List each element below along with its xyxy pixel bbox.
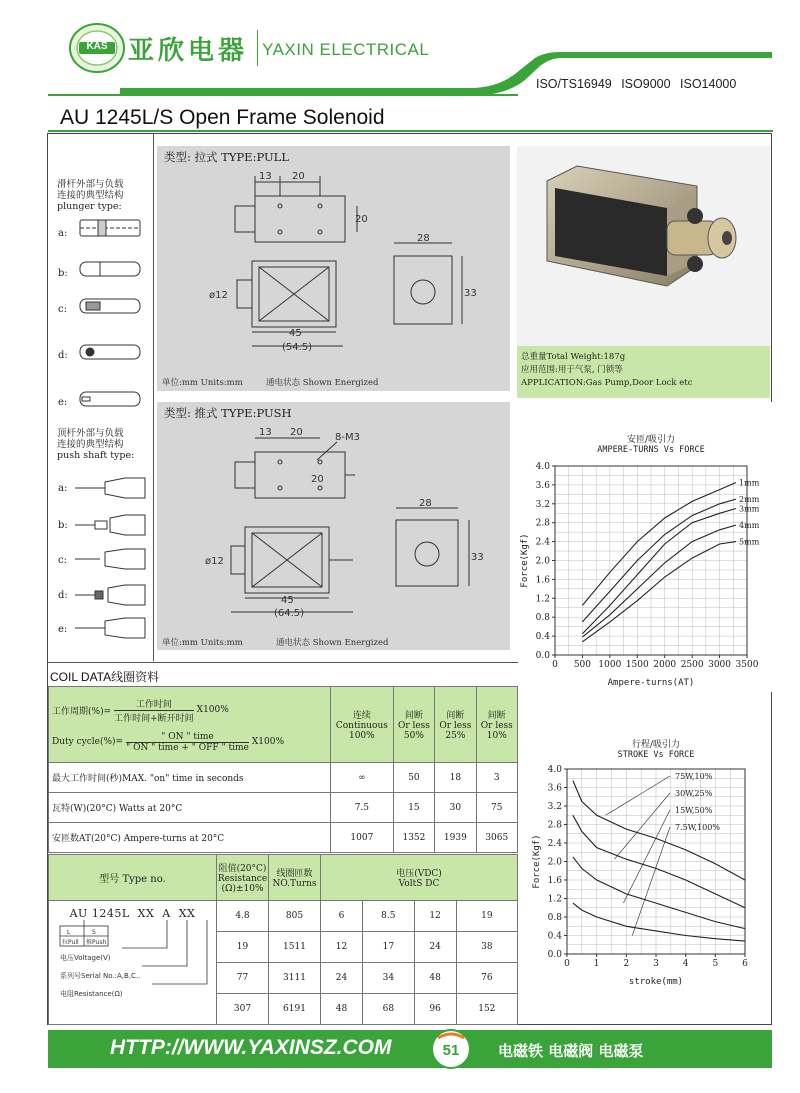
x-tick-label: 1 (593, 959, 600, 969)
y-tick-label: 3.6 (547, 783, 562, 794)
pull-dim-12: ø12 (209, 290, 228, 301)
y-tick-label: 1.2 (547, 894, 562, 905)
row-label: 瓦特(W)(20°C) Watts at 20°C (49, 793, 331, 823)
model-key-push: 推Push (86, 939, 107, 946)
push-dim-13: 13 (259, 427, 272, 438)
row-label: 安匝数AT(20°C) Ampere-turns at 20°C (49, 823, 331, 853)
y-tick-label: 4.0 (535, 462, 550, 472)
pull-footer-units: 单位:mm Units:mm (162, 378, 243, 388)
push-dim-20: 20 (290, 427, 303, 438)
res-head: 阻值(20°C) (218, 864, 267, 874)
y-tick-label: 4.0 (547, 765, 562, 775)
x-tick-label: 6 (742, 959, 748, 969)
logo-text: KAS (86, 41, 108, 52)
spec-application-en: APPLICATION:Gas Pump,Door Lock etc (521, 378, 693, 388)
push-panel-title: 类型: 推式 TYPE:PUSH (164, 406, 292, 420)
series-label: 4mm (739, 521, 760, 531)
x-axis-label: stroke(mm) (628, 977, 684, 987)
cell: 1352 (393, 823, 434, 853)
product-photo (517, 146, 770, 346)
cell: 805 (269, 901, 321, 932)
col-header-continuous (331, 687, 394, 763)
chart-stroke-vs-force (520, 735, 772, 997)
plunger-label-a: a: (58, 228, 68, 239)
cell: 1511 (269, 932, 321, 963)
cell: 152 (456, 994, 517, 1025)
table-row (49, 793, 518, 823)
table-row (49, 763, 518, 793)
x-tick-label: 3 (653, 959, 659, 969)
x-tick-label: 3500 (735, 660, 759, 670)
page-title: AU 1245L/S Open Frame Solenoid (60, 106, 385, 129)
y-tick-label: 1.2 (535, 594, 550, 605)
cell: 48 (414, 963, 456, 994)
chart-ampere-turns-vs-force (520, 402, 772, 692)
cell: 30 (435, 793, 476, 823)
turns-header (269, 855, 321, 901)
series-label: 2mm (739, 495, 760, 505)
y-tick-label: 3.2 (535, 499, 550, 510)
x-tick-label: 2 (623, 959, 630, 969)
series-label: 3mm (739, 504, 760, 514)
model-key-s: S (92, 929, 96, 936)
cell: ∞ (331, 763, 394, 793)
pull-dim-28: 28 (417, 233, 430, 244)
footer-url-link[interactable]: HTTP://WWW.YAXINSZ.COM (110, 1036, 392, 1059)
pull-dim-20: 20 (292, 171, 305, 182)
y-tick-label: 0.8 (547, 913, 562, 923)
push-label-c: c: (58, 555, 67, 566)
chart-subtitle: AMPERE-TURNS Vs FORCE (597, 445, 705, 455)
model-key-pull: 拉Pull (62, 939, 79, 946)
x-tick-label: 0 (552, 660, 558, 670)
left-column-divider (153, 133, 154, 661)
push-shaft-heading (57, 428, 134, 461)
cell: 24 (414, 932, 456, 963)
series-label-leader (632, 827, 670, 936)
cell: 18 (435, 763, 476, 793)
series-label: 75W,10% (675, 772, 713, 781)
cell: 75 (476, 793, 517, 823)
cell: 7.5 (331, 793, 394, 823)
y-tick-label: 2.4 (535, 537, 550, 548)
pull-dim-54: (54.5) (282, 342, 313, 353)
brand-name-en: YAXIN ELECTRICAL (262, 40, 430, 59)
series-label: 30W,25% (675, 789, 713, 798)
y-tick-label: 3.2 (547, 802, 562, 812)
model-note-serial: 系列号Serial No.:A,B,C.. (60, 972, 141, 980)
col-pct: 50% (403, 731, 424, 741)
coil-data-title: COIL DATA线圈资料 (50, 670, 160, 684)
y-tick-label: 0.4 (547, 931, 562, 942)
y-tick-label: 2.0 (547, 857, 562, 868)
model-code-diagram (52, 920, 216, 1020)
cell: 50 (393, 763, 434, 793)
x-tick-label: 500 (573, 660, 592, 670)
x-tick-label: 3000 (708, 660, 732, 670)
cell: 19 (217, 932, 269, 963)
y-tick-label: 3.6 (535, 480, 550, 491)
col-cn: 间断 (487, 711, 506, 721)
model-note-voltage: 电压Voltage(V) (60, 954, 111, 962)
x-tick-label: 2000 (653, 660, 677, 670)
col-en: Or less (480, 721, 513, 731)
push-label-e: e: (58, 624, 68, 635)
series-label: 1mm (739, 478, 760, 488)
y-axis-label: Force(Kgf) (520, 533, 530, 588)
type-header: 型号 Type no. (49, 855, 217, 901)
plunger-label-d: d: (58, 350, 68, 361)
y-tick-label: 0.0 (535, 651, 550, 661)
x-tick-label: 4 (682, 959, 689, 969)
y-tick-label: 0.4 (535, 632, 550, 643)
chart-title: 安匝/吸引力 (626, 435, 676, 445)
cell: 8.5 (362, 901, 414, 932)
x-tick-label: 1000 (598, 660, 622, 670)
coil-data-table (48, 686, 518, 853)
series-label: 5mm (739, 537, 760, 547)
cell: 12 (414, 901, 456, 932)
y-tick-label: 0.8 (535, 613, 550, 624)
chart-title: 行程/吸引力 (631, 740, 681, 750)
y-tick-label: 2.8 (547, 820, 562, 831)
cell: 3 (476, 763, 517, 793)
cell: 68 (362, 994, 414, 1025)
push-label-d: d: (58, 590, 68, 601)
duty-cn-suffix: X100% (196, 705, 229, 715)
title-underline (48, 130, 773, 132)
col-pct: 10% (486, 731, 507, 741)
push-footer-units: 单位:mm Units:mm (162, 638, 243, 648)
brand-name-cn: 亚欣电器 (128, 36, 249, 66)
model-note-resistance: 电阻Resistance(Ω) (60, 990, 123, 998)
series-label-leader (606, 776, 670, 815)
pull-dim-20v: 20 (355, 214, 368, 225)
duty-cn-numerator: 工作时间 (114, 697, 194, 711)
cell: 48 (321, 994, 363, 1025)
cell: 6191 (269, 994, 321, 1025)
plunger-type-drawings (70, 215, 150, 415)
pull-panel-title: 类型: 拉式 TYPE:PULL (164, 150, 289, 164)
series-label: 7.5W,100% (675, 823, 720, 832)
plunger-label-e: e: (58, 397, 68, 408)
pull-dim-13: 13 (259, 171, 272, 182)
chart-subtitle: STROKE Vs FORCE (617, 750, 695, 760)
footer-tagline: 电磁铁 电磁阀 电磁泵 (498, 1042, 644, 1060)
push-shaft-drawings (70, 470, 150, 640)
turns-head: 线圈匝数 (276, 869, 313, 879)
spec-weight: 总重量Total Weight:187g (521, 352, 626, 362)
cell: 307 (217, 994, 269, 1025)
col-header-25 (435, 687, 476, 763)
push-dim-28: 28 (419, 498, 432, 509)
series-label: 15W,50% (675, 806, 713, 815)
x-tick-label: 0 (564, 959, 570, 969)
volt-head: VoltS DC (398, 879, 440, 889)
push-label-b: b: (58, 520, 68, 531)
spec-application-cn: 应用范围:用于气泵, 门锁等 (521, 365, 623, 375)
col-header-50 (393, 687, 434, 763)
turns-head: NO.Turns (272, 879, 317, 889)
cell: 3111 (269, 963, 321, 994)
y-axis-label: Force(Kgf) (532, 834, 542, 889)
duty-cycle-formula (49, 687, 331, 763)
cell: 76 (456, 963, 517, 994)
y-tick-label: 2.8 (535, 518, 550, 529)
push-dim-64: (64.5) (274, 608, 305, 619)
duty-cn-denominator: 工作时间+断开时间 (114, 713, 194, 724)
push-heading-line: push shaft type: (57, 450, 135, 461)
model-key-l: L (67, 929, 71, 936)
y-tick-label: 0.0 (547, 950, 562, 960)
series-line (582, 483, 736, 606)
col-en: Or less (439, 721, 472, 731)
plunger-label-b: b: (58, 268, 68, 279)
cell: 34 (362, 963, 414, 994)
push-dim-33: 33 (471, 552, 484, 563)
model-code: AU 1245L XX A XX (69, 907, 196, 920)
series-line (582, 509, 736, 634)
x-axis-label: Ampere-turns(AT) (607, 678, 695, 688)
duty-en-numerator: " ON " time (126, 732, 249, 743)
pull-footer-state: 通电状态 Shown Energized (266, 378, 379, 388)
pull-dim-45: 45 (289, 328, 302, 339)
plunger-heading (57, 179, 124, 212)
cell: 24 (321, 963, 363, 994)
cell: 6 (321, 901, 363, 932)
y-tick-label: 2.4 (547, 839, 562, 849)
cell: 1939 (435, 823, 476, 853)
x-tick-label: 5 (712, 959, 719, 969)
cell: 3065 (476, 823, 517, 853)
push-dim-m3: 8-M3 (335, 432, 360, 443)
x-tick-label: 2500 (680, 660, 704, 670)
volt-head: 电压(VDC) (396, 869, 442, 879)
col-header-10 (476, 687, 517, 763)
col-en: Continuous (335, 721, 388, 731)
col-pct: 100% (348, 731, 375, 741)
push-dimension-drawing (157, 402, 510, 650)
col-cn: 间断 (446, 711, 465, 721)
pull-dimension-drawing (157, 146, 510, 391)
push-label-a: a: (58, 483, 68, 494)
certifications: ISO/TS16949 ISO9000 ISO14000 (536, 77, 737, 91)
res-head: Resistance (217, 874, 268, 884)
push-dim-20v: 20 (311, 474, 324, 485)
push-dim-45: 45 (281, 595, 294, 606)
col-pct: 25% (445, 731, 466, 741)
col-en: Or less (397, 721, 430, 731)
plunger-heading-line: 连接的典型结构 (57, 190, 124, 201)
cell: 4.8 (217, 901, 269, 932)
cell: 15 (393, 793, 434, 823)
col-cn: 间断 (404, 711, 423, 721)
y-tick-label: 1.6 (547, 876, 562, 886)
resistance-header (217, 855, 269, 901)
page-number: 51 (442, 1042, 460, 1059)
cell: 17 (362, 932, 414, 963)
push-dim-12: ø12 (205, 556, 224, 567)
push-heading-line: 顶杆外部与负载 (57, 428, 124, 439)
duty-en-label: Duty cycle(%)= (52, 737, 124, 747)
duty-cn-label: 工作周期(%)= (52, 706, 112, 717)
x-tick-label: 1500 (625, 660, 649, 670)
cell: 96 (414, 994, 456, 1025)
plunger-heading-line: 滑杆外部与负载 (57, 179, 124, 190)
page-number-badge (430, 1028, 472, 1070)
y-tick-label: 1.6 (535, 575, 550, 586)
table-row (49, 823, 518, 853)
plunger-label-c: c: (58, 304, 67, 315)
duty-en-denominator: " ON " time + " OFF " time (126, 742, 249, 753)
cell: 12 (321, 932, 363, 963)
col-cn: 连续 (352, 711, 371, 721)
pull-dim-33: 33 (464, 288, 477, 299)
cell: 38 (456, 932, 517, 963)
push-heading-line: 连接的典型结构 (57, 439, 124, 450)
coil-section-divider (48, 662, 518, 663)
cell: 19 (456, 901, 517, 932)
row-label: 最大工作时间(秒)MAX. "on" time in seconds (49, 763, 331, 793)
plunger-heading-line: plunger type: (57, 201, 122, 212)
y-tick-label: 2.0 (535, 556, 550, 567)
cell: 77 (217, 963, 269, 994)
push-footer-state: 通电状态 Shown Energized (276, 638, 389, 648)
cell: 1007 (331, 823, 394, 853)
res-head: (Ω)±10% (221, 884, 264, 894)
duty-en-suffix: X100% (251, 737, 285, 747)
voltage-header (321, 855, 518, 901)
